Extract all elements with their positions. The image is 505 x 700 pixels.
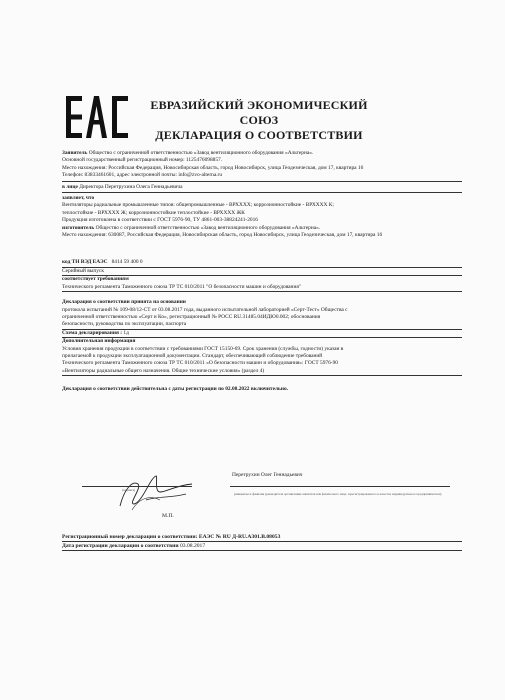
basis-line-2: ограниченной ответственностью «Серт и Ко», регистрационный № РОСС RU.31485.04ИДЮ0.002; обоснования bbox=[62, 313, 321, 320]
tnved-value: 8414 59 400 0 bbox=[111, 259, 143, 266]
scheme-value: 1д bbox=[123, 329, 129, 336]
registration-number-label: Регистрационный номер декларации о соответствии: bbox=[62, 534, 198, 540]
title-line-1: ЕВРАЗИЙСКИЙ ЭКОНОМИЧЕСКИЙ bbox=[150, 98, 368, 112]
divider bbox=[62, 192, 462, 193]
tnved-label: код ТН ВЭД ЕАЭС bbox=[62, 259, 108, 266]
tnved-row bbox=[62, 259, 462, 267]
additional-line-4: «Вентиляторы радиальные общего назначения. Общие технические условия» (раздел 4) bbox=[62, 368, 462, 376]
applicant-label: Заявитель bbox=[62, 150, 88, 156]
registration-date: 03.08.2017 bbox=[179, 543, 206, 549]
manufacturer-row bbox=[62, 225, 462, 232]
handwritten-signature bbox=[62, 470, 232, 525]
basis-label: Декларация о соответствии принята на основании bbox=[62, 299, 186, 306]
title-line-2: СОЮЗ bbox=[239, 113, 279, 127]
title-line-3: ДЕКЛАРАЦИЯ О СООТВЕТСТВИИ bbox=[155, 128, 363, 142]
eac-logo bbox=[64, 90, 130, 144]
manufacturer-name: Общество с ограниченной ответственностью «Завод вентиляционного оборудования «Альтерна». bbox=[95, 224, 321, 231]
document-title bbox=[150, 98, 368, 143]
scheme-row bbox=[62, 330, 462, 338]
product-line-1: Вентиляторы радиальные промышленные типов: общепромышленные - ВРХХХХ; коррозионностойкие - ВРХХХХ К; bbox=[62, 202, 334, 209]
manufacturer-address: Место нахождения: 630087, Российская Федерация, Новосибирская область, город Новосибирск, улица Геодезическая, дом 17, квартира 16 bbox=[62, 232, 383, 239]
series-row: Серийный выпуск bbox=[62, 268, 462, 276]
additional-line-3: Технического регламента Таможенного союза ТР ТС 010/2011 «О безопасности машин и оборудования»: ГОСТ 5976-90 bbox=[62, 360, 338, 367]
basis-line-1: протокола испытаний № 109-08/12-СТ от 03.08.2017 года, выданного испытательной лабораторией «Серт-Тест» Общества с bbox=[62, 306, 348, 313]
applicant-person-row bbox=[62, 184, 462, 191]
signatory-name-line bbox=[230, 486, 450, 487]
additional-label: Дополнительная информация bbox=[62, 338, 136, 345]
signature-block bbox=[62, 470, 462, 530]
scheme-label: Схема декларирования : bbox=[62, 329, 123, 336]
applicant-address: Место нахождения: Российская Федерация, Новосибирская область, город Новосибирск, улица Геодезическая, дом 17, квартира 16 bbox=[62, 164, 364, 171]
applicant-contacts: Телефон: 83833461601, адрес электронной почты: info@zvo-alterna.ru bbox=[62, 172, 223, 179]
registration-number: ЕАЭС № RU Д-RU.А301.В.08053 bbox=[198, 534, 281, 540]
applicant-name: Общество с ограниченной ответственностью «Завод вентиляционного оборудования «Альтерна». bbox=[88, 150, 314, 156]
additional-line-1: Условия хранения продукции в соответствии с требованиями ГОСТ 15150-69. Срок хранения (службы, годности) указан в bbox=[62, 345, 344, 352]
manufacturer-label: изготовитель bbox=[62, 224, 95, 231]
applicant-ogrn: Основной государственный регистрационный номер: 1125476098857. bbox=[62, 157, 223, 164]
product-line-2: теплостойкие - ВРХХХХ Ж; коррозионностойкие теплостойкие - ВРХХХХ ЖК bbox=[62, 209, 245, 216]
signature-line bbox=[82, 486, 192, 487]
registration-date-label: Дата регистрации декларации о соответствии bbox=[62, 543, 179, 549]
divider bbox=[62, 181, 462, 182]
registration-block bbox=[62, 533, 462, 551]
conforms-label: соответствует требованиям bbox=[62, 276, 129, 283]
declaration-body bbox=[62, 150, 462, 394]
validity-text: Декларация о соответствии действительна с даты регистрации по 02.08.2022 включительно. bbox=[62, 386, 288, 393]
signatory-name: Перетрухин Олег Геннадьевич bbox=[232, 472, 303, 478]
person-name: Директора Перетрухина Олега Геннадьевича bbox=[79, 183, 183, 190]
registration-number-row bbox=[62, 533, 462, 542]
additional-line-2: прилагаемой к продукции эксплуатационной документации. Стандарт, обеспечивающий соблюдение требований bbox=[62, 352, 323, 359]
product-line-3: Продукция изготовлена в соответствии с ГОСТ 5976-90, ТУ 4861-003-38824241-2016 bbox=[62, 217, 258, 224]
basis-line-3: безопасности, руководства по эксплуатации, паспорта bbox=[62, 321, 462, 329]
declares-label: заявляет, что bbox=[62, 195, 95, 202]
registration-date-row bbox=[62, 542, 462, 551]
stamp-place: М.П. bbox=[162, 513, 174, 519]
signature-caption: (подпись) bbox=[122, 488, 136, 492]
applicant-name-row bbox=[62, 150, 462, 157]
conforms-text: Технического регламента Таможенного союза ТР ТС 010/2011 "О безопасности машин и оборудования" bbox=[62, 284, 462, 292]
signatory-note: (инициалы и фамилия руководителя организации-заявителя или физического лица, зарегистрированного в качестве индивидуального предпринимателя) bbox=[234, 492, 442, 496]
person-label: в лице bbox=[62, 183, 78, 190]
